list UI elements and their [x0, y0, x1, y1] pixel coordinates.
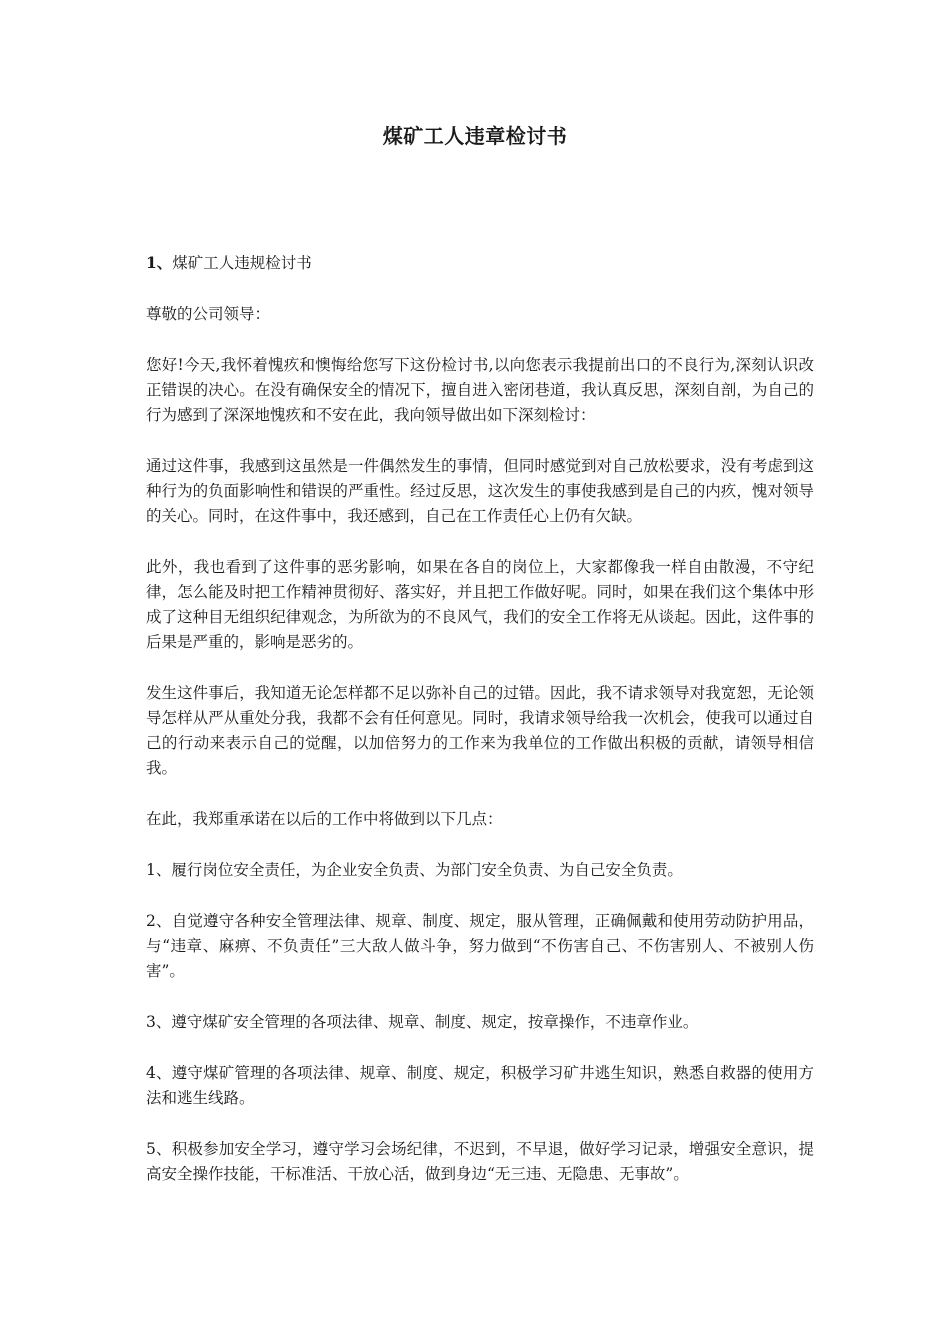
commitment-item-5: 5、积极参加安全学习，遵守学习会场纪律，不迟到，不早退，做好学习记录，增强安全意识，提高安全操作技能，干标准活、干放心活，做到身边“无三违、无隐患、无事故”。 [146, 1140, 814, 1183]
paragraph-commitment-intro: 在此，我郑重承诺在以后的工作中将做到以下几点： [146, 810, 503, 828]
salutation: 尊敬的公司领导： [146, 305, 271, 323]
paragraph-request: 发生这件事后，我知道无论怎样都不足以弥补自己的过错。因此，我不请求领导对我宽恕，无论领导怎样从严从重处分我，我都不会有任何意见。同时，我请求领导给我一次机会，使我可以通过自己的行动来表示自己的觉醒，以加倍努力的工作来为我单位的工作做出积极的贡献，请领导相信我。 [146, 684, 814, 777]
section-heading [146, 250, 814, 276]
paragraph-reflection: 通过这件事，我感到这虽然是一件偶然发生的事情，但同时感觉到对自己放松要求，没有考虑到这种行为的负面影响性和错误的严重性。经过反思，这次发生的事使我感到是自己的内疚，愧对领导的关心。同时，在这件事中，我还感到，自己在工作责任心上仍有欠缺。 [146, 457, 814, 525]
commitment-item-1: 1、履行岗位安全责任，为企业安全负责、为部门安全负责、为自己安全负责。 [146, 861, 683, 879]
document-title: 煤矿工人违章检讨书 [382, 124, 568, 148]
paragraph-impact: 此外，我也看到了这件事的恶劣影响，如果在各自的岗位上，大家都像我一样自由散漫，不守纪律，怎么能及时把工作精神贯彻好、落实好，并且把工作做好呢。同时，如果在我们这个集体中形成了这种目无组织纪律观念，为所欲为的不良风气，我们的安全工作将无从谈起。因此，这件事的后果是严重的，影响是恶劣的。 [146, 558, 814, 651]
commitment-item-4: 4、遵守煤矿管理的各项法律、规章、制度、规定，积极学习矿井逃生知识，熟悉自救器的使用方法和逃生线路。 [146, 1064, 814, 1107]
document-body [146, 250, 814, 1213]
section-title: 煤矿工人违规检讨书 [172, 254, 312, 272]
paragraph-opening: 您好!今天,我怀着愧疚和懊悔给您写下这份检讨书,以向您表示我提前出口的不良行为,深刻认识改正错误的决心。在没有确保安全的情况下，擅自进入密闭巷道，我认真反思，深刻自剖，为自己的行为感到了深深地愧疚和不安在此，我向领导做出如下深刻检讨： [146, 356, 814, 424]
commitment-item-3: 3、遵守煤矿安全管理的各项法律、规章、制度、规定，按章操作，不违章作业。 [146, 1013, 699, 1031]
section-number: 1、 [146, 253, 173, 272]
commitment-item-2: 2、自觉遵守各种安全管理法律、规章、制度、规定，服从管理，正确佩戴和使用劳动防护用品，与“违章、麻痹、不负责任”三大敌人做斗争，努力做到“不伤害自己、不伤害别人、不被别人伤害”。 [146, 912, 814, 980]
